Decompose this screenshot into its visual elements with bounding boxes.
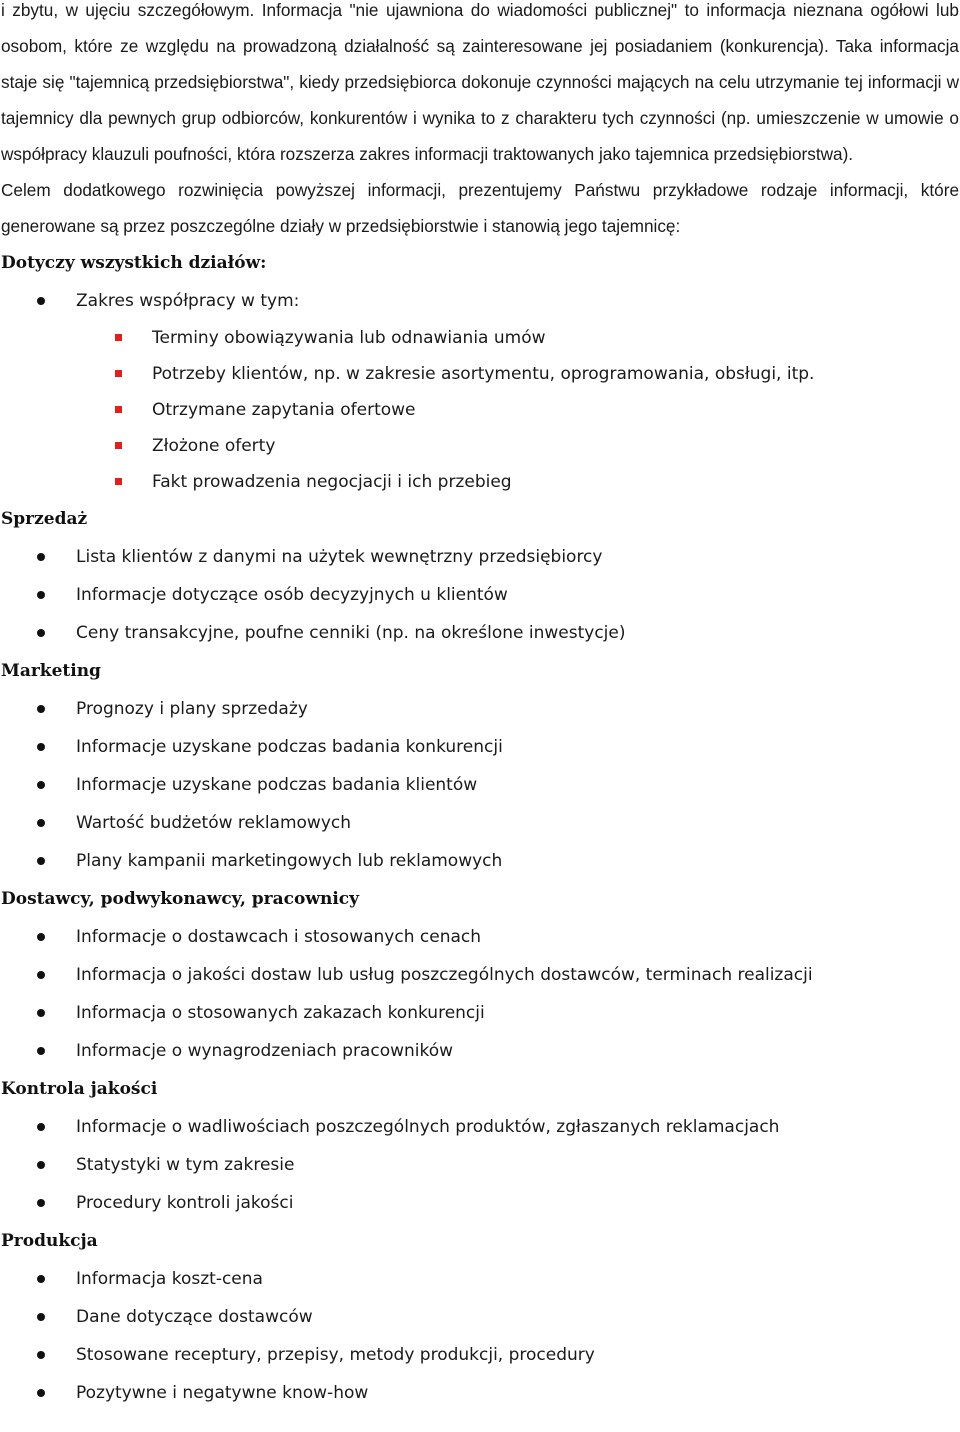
list-item-text: Stosowane receptury, przepisy, metody produkcji, procedury — [76, 1345, 595, 1365]
list-item-text: Prognozy i plany sprzedaży — [76, 699, 308, 719]
section-heading-quality-control: Kontrola jakości — [1, 1079, 158, 1099]
intro-paragraph-1: i zbytu, w ujęciu szczegółowym. Informacja "nie ujawniona do wiadomości publicznej" to informacja nieznana ogółowi lub osobom, które ze względu na prowadzoną działalność są zainteresowane jej posiadaniem (konkurencja). Taka informacja staje się "tajemnicą przedsiębiorstwa", kiedy przedsiębiorca dokonuje czynności mających na celu utrzymanie tej informacji w tajemnicy dla pewnych grup odbiorców, konkurentów i wynika to z charakteru tych czynności (np. umieszczenie w umowie o współpracy klauzuli poufności, która rozszerza zakres informacji traktowanych jako tajemnica przedsiębiorstwa). — [1, 0, 959, 164]
sub-list-item-text: Potrzeby klientów, np. w zakresie asortymentu, oprogramowania, obsługi, itp. — [152, 364, 815, 384]
bullet-icon — [37, 781, 45, 789]
list-item — [0, 282, 960, 320]
section-heading-suppliers: Dostawcy, podwykonawcy, pracownicy — [1, 889, 360, 909]
list-item-text: Informacje o wynagrodzeniach pracowników — [76, 1041, 454, 1061]
intro-paragraph-2: Celem dodatkowego rozwinięcia powyższej informacji, prezentujemy Państwu przykładowe rodzaje informacji, które generowane są przez poszczególne działy w przedsiębiorstwie i stanowią jego tajemnicę: — [1, 180, 959, 236]
section-heading-all-departments: Dotyczy wszystkich działów: — [1, 253, 267, 273]
square-bullet-icon — [115, 406, 122, 413]
bullet-icon — [37, 629, 45, 637]
bullet-icon — [37, 553, 45, 561]
bullet-icon — [37, 591, 45, 599]
bullet-icon — [37, 1123, 45, 1131]
sub-list-item-text: Terminy obowiązywania lub odnawiania umów — [152, 328, 546, 348]
bullet-icon — [37, 819, 45, 827]
bullet-icon — [37, 1009, 45, 1017]
cooperation-scope-sublist — [0, 320, 960, 500]
list-item-text: Informacje o wadliwościach poszczególnych produktów, zgłaszanych reklamacjach — [76, 1117, 780, 1137]
list-item-text: Zakres współpracy w tym: — [76, 291, 300, 311]
list-item-text: Dane dotyczące dostawców — [76, 1307, 313, 1327]
sub-list-item-text: Fakt prowadzenia negocjacji i ich przebieg — [152, 472, 512, 492]
suppliers-list — [0, 918, 960, 1070]
list-item — [0, 804, 960, 842]
list-item-text: Ceny transakcyjne, poufne cenniki (np. na określone inwestycje) — [76, 623, 626, 643]
bullet-icon — [37, 933, 45, 941]
bullet-icon — [37, 1389, 45, 1397]
sub-list-item-text: Złożone oferty — [152, 436, 276, 456]
section-heading-marketing: Marketing — [1, 661, 101, 681]
bullet-icon — [37, 971, 45, 979]
bullet-icon — [37, 1351, 45, 1359]
list-item-text: Plany kampanii marketingowych lub reklamowych — [76, 851, 503, 871]
section-heading-production: Produkcja — [1, 1231, 98, 1251]
production-list — [0, 1260, 960, 1412]
list-item — [0, 842, 960, 880]
list-item-text: Wartość budżetów reklamowych — [76, 813, 352, 833]
list-item — [0, 956, 960, 994]
list-item-text: Pozytywne i negatywne know-how — [76, 1383, 369, 1403]
bullet-icon — [37, 857, 45, 865]
list-item — [0, 538, 960, 576]
square-bullet-icon — [115, 442, 122, 449]
quality-list — [0, 1108, 960, 1222]
list-item-text: Statystyki w tym zakresie — [76, 1155, 295, 1175]
sub-list-item — [0, 464, 960, 500]
sub-list-item — [0, 428, 960, 464]
bullet-icon — [37, 1199, 45, 1207]
list-item — [0, 766, 960, 804]
sub-list-item — [0, 392, 960, 428]
list-item — [0, 918, 960, 956]
list-item-text: Informacje uzyskane podczas badania konkurencji — [76, 737, 503, 757]
sales-list — [0, 538, 960, 652]
list-item — [0, 1146, 960, 1184]
list-item — [0, 1184, 960, 1222]
list-item — [0, 614, 960, 652]
list-item — [0, 1032, 960, 1070]
bullet-icon — [37, 1161, 45, 1169]
all-departments-list — [0, 282, 960, 320]
list-item — [0, 1374, 960, 1412]
sub-list-item — [0, 320, 960, 356]
list-item — [0, 690, 960, 728]
list-item — [0, 576, 960, 614]
list-item-text: Informacje o dostawcach i stosowanych cenach — [76, 927, 482, 947]
list-item — [0, 1336, 960, 1374]
list-item — [0, 994, 960, 1032]
list-item — [0, 1260, 960, 1298]
list-item-text: Procedury kontroli jakości — [76, 1193, 294, 1213]
list-item — [0, 1298, 960, 1336]
bullet-icon — [37, 1275, 45, 1283]
list-item-text: Informacja o jakości dostaw lub usług poszczególnych dostawców, terminach realizacji — [76, 965, 813, 985]
list-item-text: Lista klientów z danymi na użytek wewnętrzny przedsiębiorcy — [76, 547, 603, 567]
square-bullet-icon — [115, 478, 122, 485]
bullet-icon — [37, 743, 45, 751]
section-heading-sales: Sprzedaż — [1, 509, 88, 529]
list-item-text: Informacja o stosowanych zakazach konkurencji — [76, 1003, 485, 1023]
bullet-icon — [37, 1047, 45, 1055]
bullet-icon — [37, 1313, 45, 1321]
square-bullet-icon — [115, 370, 122, 377]
square-bullet-icon — [115, 334, 122, 341]
list-item-text: Informacje uzyskane podczas badania klientów — [76, 775, 478, 795]
bullet-icon — [37, 705, 45, 713]
bullet-icon — [37, 297, 45, 305]
list-item — [0, 728, 960, 766]
marketing-list — [0, 690, 960, 880]
sub-list-item — [0, 356, 960, 392]
list-item-text: Informacje dotyczące osób decyzyjnych u klientów — [76, 585, 508, 605]
list-item — [0, 1108, 960, 1146]
list-item-text: Informacja koszt-cena — [76, 1269, 263, 1289]
sub-list-item-text: Otrzymane zapytania ofertowe — [152, 400, 416, 420]
